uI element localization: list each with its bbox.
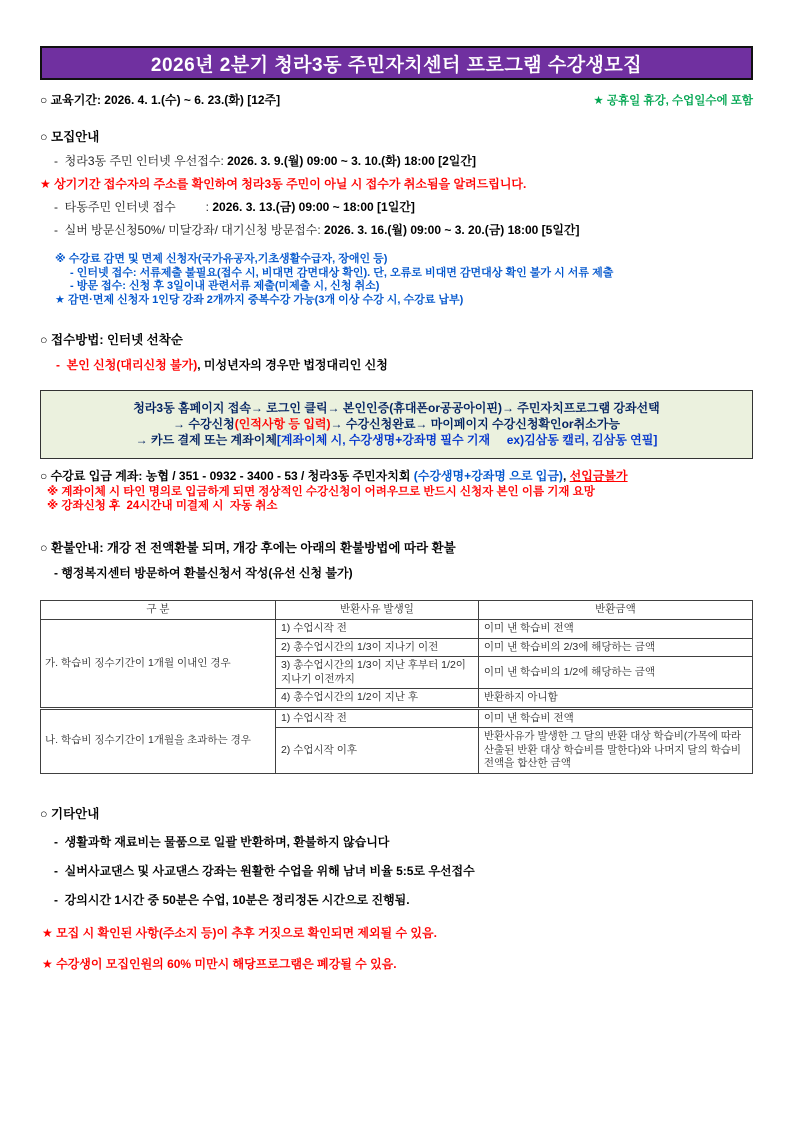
refund-header-category: 구 분 xyxy=(41,601,276,620)
refund-a1-amount: 이미 낸 학습비 전액 xyxy=(478,620,752,639)
refund-b2-amount: 반환사유가 발생한 그 달의 반환 대상 학습비(가목에 따라 산출된 반환 대상 학습비를 말한다)와 나머지 달의 학습비 전액을 합산한 금액 xyxy=(478,728,752,774)
refund-group-b-label: 나. 학습비 징수기간이 1개월을 초과하는 경우 xyxy=(41,708,276,773)
refund-a2-reason: 2) 총수업시간의 1/3이 지나기 이전 xyxy=(275,638,478,657)
procedure-line-2-red: (인적사항 등 입력) xyxy=(234,417,331,431)
refund-heading: ○ 환불안내: 개강 전 전액환불 되며, 개강 후에는 아래의 환불방법에 따라 환불 xyxy=(40,541,456,555)
address-check-warning: ★ 상기기간 접수자의 주소를 확인하여 청라3동 주민이 아닐 시 접수가 취소됨을 알려드립니다. xyxy=(40,177,527,191)
etc-item-class-time: - 강의시간 1시간 중 50분은 수업, 10분은 정리정돈 시간으로 진행됨. xyxy=(54,892,410,907)
procedure-line-2 xyxy=(47,416,746,432)
refund-a2-amount: 이미 낸 학습비의 2/3에 해당하는 금액 xyxy=(478,638,752,657)
refund-table-header-row xyxy=(41,601,753,620)
procedure-line-2-pre: → 수강신청 xyxy=(173,417,235,431)
refund-group-a-label: 가. 학습비 징수기간이 1개월 이내인 경우 xyxy=(41,620,276,709)
refund-a1-reason: 1) 수업시작 전 xyxy=(275,620,478,639)
refund-sub-line: - 행정복지센터 방문하여 환불신청서 작성(유선 신청 불가) xyxy=(54,566,353,580)
procedure-box xyxy=(40,390,753,459)
refund-a4-reason: 4) 총수업시간의 1/2이 지난 후 xyxy=(275,689,478,709)
payment-note-1: ※ 계좌이체 시 타인 명의로 입금하게 되면 정상적인 수강신청이 어려우므로 반드시 신청자 본인 이름 기재 요망 xyxy=(47,486,595,498)
discount-notes-block xyxy=(40,253,753,307)
payment-no-prepay: 선입금불가 xyxy=(569,469,628,483)
recruit-line-visit-dates: 2026. 3. 16.(월) 09:00 ~ 3. 20.(금) 18:00 [5일간] xyxy=(324,223,580,237)
title-banner xyxy=(40,46,753,80)
procedure-line-3-blue: [계좌이체 시, 수강생명+강좌명 필수 기재 ex)김삼동 캘리, 김삼동 연필] xyxy=(276,433,658,447)
recruit-line-priority xyxy=(40,154,753,169)
self-apply-black: , 미성년자의 경우만 법정대리인 신청 xyxy=(197,358,388,372)
education-period-row xyxy=(40,91,753,108)
payment-note-2: ※ 강좌신청 후 24시간내 미결제 시 자동 취소 xyxy=(47,500,278,512)
refund-b2-reason: 2) 수업시작 이후 xyxy=(275,728,478,774)
recruit-line-other-dong xyxy=(40,200,753,215)
payment-account-comma: , xyxy=(562,469,570,483)
payment-account-line xyxy=(40,469,753,484)
self-apply-line xyxy=(40,358,753,373)
procedure-line-1: 청라3동 홈페이지 접속→ 로그인 클릭→ 본인인증(휴대폰or공공아이핀)→ 주민자치프로그램 강좌선택 xyxy=(133,401,660,415)
recruit-line-visit xyxy=(40,223,753,238)
table-row xyxy=(41,620,753,639)
discount-note-duplicate: ★ 감면·면제 신청자 1인당 강좌 2개까지 중복수강 가능(3개 이상 수강 시, 수강료 납부) xyxy=(55,293,464,306)
education-period-text: ○ 교육기간: 2026. 4. 1.(수) ~ 6. 23.(화) [12주] xyxy=(40,93,281,107)
refund-a4-amount: 반환하지 아니함 xyxy=(478,689,752,709)
discount-note-internet: - 인터넷 접수: 서류제출 불필요(접수 시, 비대면 감면대상 확인). 단, 오류로 비대면 감면대상 확인 불가 시 서류 제출 xyxy=(70,266,614,279)
refund-a3-amount: 이미 낸 학습비의 1/2에 해당하는 금액 xyxy=(478,657,752,689)
etc-heading: ○ 기타안내 xyxy=(40,806,100,821)
holiday-note: ★ 공휴일 휴강, 수업일수에 포함 xyxy=(593,95,753,107)
warning-class-cancel: ★ 수강생이 모집인원의 60% 미만시 해당프로그램은 폐강될 수 있음. xyxy=(42,956,397,971)
warning-false-info: ★ 모집 시 확인된 사항(주소지 등)이 추후 거짓으로 확인되면 제외될 수 있음. xyxy=(42,925,437,940)
etc-item-materials: - 생활과학 재료비는 물품으로 일괄 반환하며, 환불하지 않습니다 xyxy=(54,834,390,849)
discount-note-visit: - 방문 접수: 신청 후 3일이내 관련서류 제출(미제출 시, 신청 취소) xyxy=(70,280,380,292)
apply-method-heading: ○ 접수방법: 인터넷 선착순 xyxy=(40,333,183,347)
refund-b1-amount: 이미 낸 학습비 전액 xyxy=(478,708,752,728)
table-row xyxy=(41,708,753,728)
recruit-line-other-dong-label: - 타동주민 인터넷 접수 : xyxy=(54,200,213,214)
page-title: 2026년 2분기 청라3동 주민자치센터 프로그램 수강생모집 xyxy=(150,54,643,76)
procedure-line-3-pre: → 카드 결제 또는 계좌이체 xyxy=(135,433,277,447)
refund-header-reason: 반환사유 발생일 xyxy=(275,601,478,620)
discount-note-title: ※ 수강료 감면 및 면제 신청자(국가유공자,기초생활수급자, 장애인 등) xyxy=(55,253,388,265)
refund-table xyxy=(40,600,753,774)
recruit-line-priority-label: - 청라3동 주민 인터넷 우선접수: xyxy=(54,154,228,168)
procedure-line-3 xyxy=(47,432,746,448)
recruit-line-visit-label: - 실버 방문신청50%/ 미달강좌/ 대기신청 방문접수: xyxy=(54,223,325,237)
etc-item-dance: - 실버사교댄스 및 사교댄스 강좌는 원활한 수업을 위해 남녀 비율 5:5로 우선접수 xyxy=(54,863,475,878)
payment-account-blue: (수강생명+강좌명 으로 입금) xyxy=(413,469,563,483)
recruit-line-other-dong-dates: 2026. 3. 13.(금) 09:00 ~ 18:00 [1일간] xyxy=(212,200,415,214)
refund-a3-reason: 3) 총수업시간의 1/3이 지난 후부터 1/2이 지나기 이전까지 xyxy=(275,657,478,689)
procedure-line-2-post: → 수강신청완료→ 마이페이지 수강신청확인or취소가능 xyxy=(330,417,620,431)
refund-header-amount: 반환금액 xyxy=(478,601,752,620)
recruit-heading: ○ 모집안내 xyxy=(40,130,100,144)
refund-b1-reason: 1) 수업시작 전 xyxy=(275,708,478,728)
payment-account-label: ○ 수강료 입금 계좌: 농협 / 351 - 0932 - 3400 - 53 / 청라3동 주민자치회 xyxy=(40,469,414,483)
self-apply-red: - 본인 신청(대리신청 불가) xyxy=(56,358,198,372)
recruit-line-priority-dates: 2026. 3. 9.(월) 09:00 ~ 3. 10.(화) 18:00 [2일간] xyxy=(227,154,476,168)
